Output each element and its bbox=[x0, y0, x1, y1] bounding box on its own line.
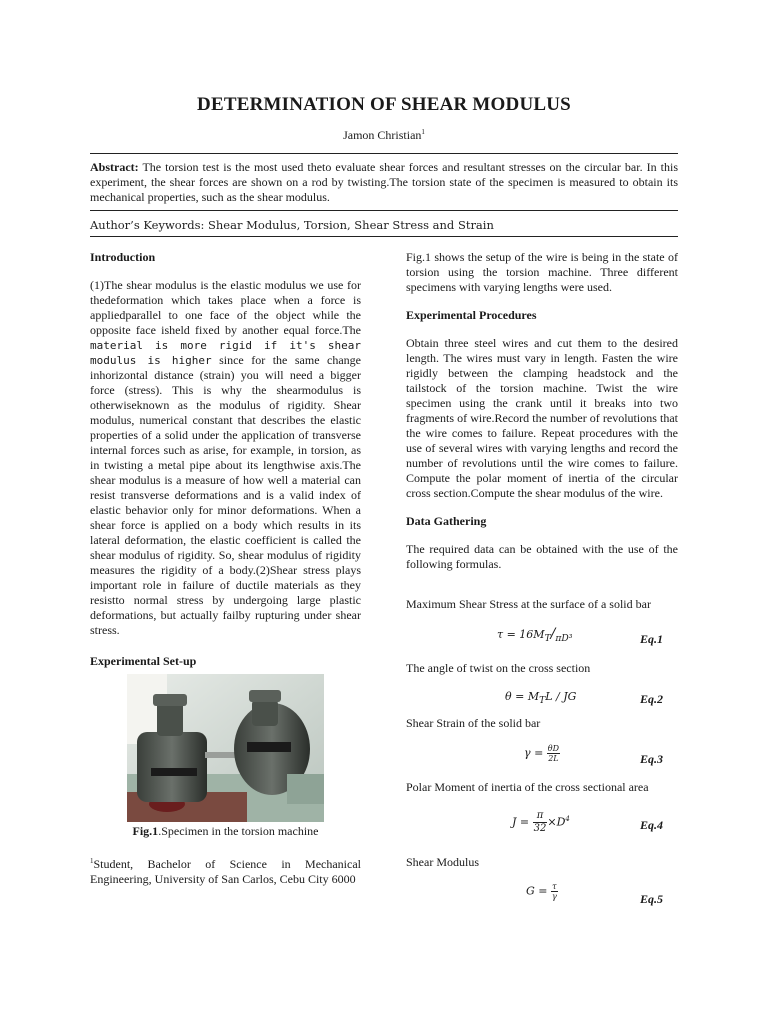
eq1-label: Eq.1 bbox=[640, 632, 664, 646]
eq5-lhs: G = bbox=[526, 884, 551, 898]
author-name: Jamon Christian bbox=[343, 128, 422, 142]
eq5-label: Eq.5 bbox=[640, 892, 664, 906]
figure-label: Fig.1 bbox=[132, 824, 159, 838]
eq5-denominator: γ bbox=[552, 892, 557, 901]
keywords: Author’s Keywords: Shear Modulus, Torsion, Shear Stress and Strain bbox=[90, 218, 494, 232]
eq1-numerator: 16M bbox=[519, 628, 545, 641]
eq1-desc: Maximum Shear Stress at the surface of a solid bar bbox=[406, 597, 651, 611]
introduction-heading: Introduction bbox=[90, 250, 156, 264]
eq3-desc: Shear Strain of the solid bar bbox=[406, 716, 541, 730]
eq4-rest: ×D bbox=[547, 815, 566, 829]
eq4-formula bbox=[512, 810, 570, 835]
eq3-formula bbox=[524, 744, 560, 763]
eq3-lhs: γ = bbox=[524, 746, 547, 760]
eq4-numerator: π bbox=[533, 810, 548, 823]
eq3-denominator: 2L bbox=[548, 754, 559, 763]
eq1-lhs: τ = bbox=[497, 628, 520, 641]
torsion-machine-image bbox=[127, 674, 324, 822]
introduction-section bbox=[90, 250, 361, 669]
intro-part-b: since for the same change inhorizontal distance (strain) you will need a bigger force (stress). This is why the shearmodulus is otherwiseknown as the modulus of rigidity. Shear modulus, numerical constant that describes the elastic properties of a solid under the application of transverse internal forces such as arise, for example, in torsion, as in twisting a metal pipe about its lengthwise axis.The shear modulus is a measure of how well a material can resist transverse deformations and is a valid index of elastic behavior only for minor deformations. When a shear force is applied on a body which results in its lateral deformation, the elastic coefficient is called the shear modulus of rigidity. So, shear modulus of rigidity measures the rigidity of a body.(2)Shear stress plays important role in failure of ductile materials as they resistto normal stress by undergoing large plastic deformations, but actually failby rupturing under shear stress. bbox=[90, 353, 361, 637]
eq5-numerator: τ bbox=[552, 882, 557, 891]
eq5-fraction bbox=[551, 882, 558, 901]
eq5-desc: Shear Modulus bbox=[406, 855, 479, 869]
abstract bbox=[90, 160, 678, 205]
figure-caption bbox=[90, 824, 361, 839]
paper-title: DETERMINATION OF SHEAR MODULUS bbox=[197, 94, 571, 115]
eq4-label: Eq.4 bbox=[640, 818, 664, 832]
eq2-formula bbox=[505, 690, 576, 706]
abstract-text: The torsion test is the most used theto evaluate shear forces and resultant stresses on the circular bar. In this experiment, the shear forces are shown on a rod by twisting.The torsion state of the specimen is measured to obtain its mechanical properties, such as the shear modulus. bbox=[90, 160, 678, 204]
eq1-sub: T bbox=[544, 633, 551, 645]
setup-heading: Experimental Set-up bbox=[90, 654, 197, 668]
eq2-label: Eq.2 bbox=[640, 692, 664, 706]
data-gathering-text: The required data can be obtained with the use of the following formulas. bbox=[406, 542, 678, 571]
eq1-formula bbox=[497, 626, 572, 644]
abstract-label: Abstract: bbox=[90, 160, 139, 174]
eq1-slash: / bbox=[550, 626, 556, 642]
keywords-rule bbox=[90, 236, 678, 237]
figure-description: Fig.1 shows the setup of the wire is being in the state of torsion using the torsion machine. Three different specimens with varying lengths were used. bbox=[406, 250, 678, 294]
eq4-denominator: 32 bbox=[533, 823, 547, 834]
eq4-lhs: J = bbox=[512, 815, 533, 829]
eq1-denominator: πD³ bbox=[555, 633, 573, 645]
torsion-machine-photo bbox=[127, 674, 324, 822]
eq4-exponent: 4 bbox=[565, 814, 570, 823]
eq3-label: Eq.3 bbox=[640, 752, 664, 766]
procedures-heading: Experimental Procedures bbox=[406, 308, 537, 322]
eq4-fraction bbox=[533, 810, 548, 835]
intro-part-a: (1)The shear modulus is the elastic modulus we use for thedeformation which takes place when a force is appliedparallel to one face of the object while the opposite face isheld fixed by another equal force.The bbox=[90, 278, 361, 337]
author-mark: 1 bbox=[421, 128, 425, 136]
procedures-text: Obtain three steel wires and cut them to the desired length. The wires must vary in length. Fasten the wire rigidly between the clamping headstock and the tailstock of the torsion machine. Twist the wire specimen using the crank until it breaks into two fragments of wire.Record the number of revolutions that the wire comes to failure. Repeat procedures with the use of several wires with varying lengths and record the number of revolutions until the wire comes to failure. Compute the polar moment of inertia of the circular cross section.Compute the shear modulus of the wire. bbox=[406, 336, 678, 500]
eq2-desc: The angle of twist on the cross section bbox=[406, 661, 591, 675]
eq2-sub: T bbox=[539, 695, 546, 707]
eq2-lhs: θ = M bbox=[505, 690, 540, 703]
figure-caption-text: .Specimen in the torsion machine bbox=[158, 824, 319, 838]
footnote-mark: 1 bbox=[90, 857, 94, 865]
eq2-rest: L / JG bbox=[545, 690, 577, 703]
eq4-desc: Polar Moment of inertia of the cross sectional area bbox=[406, 780, 649, 794]
eq5-formula bbox=[526, 882, 558, 901]
footnote bbox=[90, 854, 361, 887]
footnote-text: Student, Bachelor of Science in Mechanical Engineering, University of San Carlos, Cebu City 6000 bbox=[90, 857, 361, 886]
top-rule bbox=[90, 153, 678, 154]
abstract-rule bbox=[90, 210, 678, 211]
eq3-fraction bbox=[547, 744, 560, 763]
author-line bbox=[0, 128, 768, 143]
introduction-text bbox=[90, 278, 361, 638]
data-gathering-heading: Data Gathering bbox=[406, 514, 487, 528]
right-column bbox=[406, 250, 678, 572]
eq3-numerator: θD bbox=[547, 744, 560, 753]
intro-highlight: material is more rigid if it's shear modulus is higher bbox=[90, 339, 361, 367]
